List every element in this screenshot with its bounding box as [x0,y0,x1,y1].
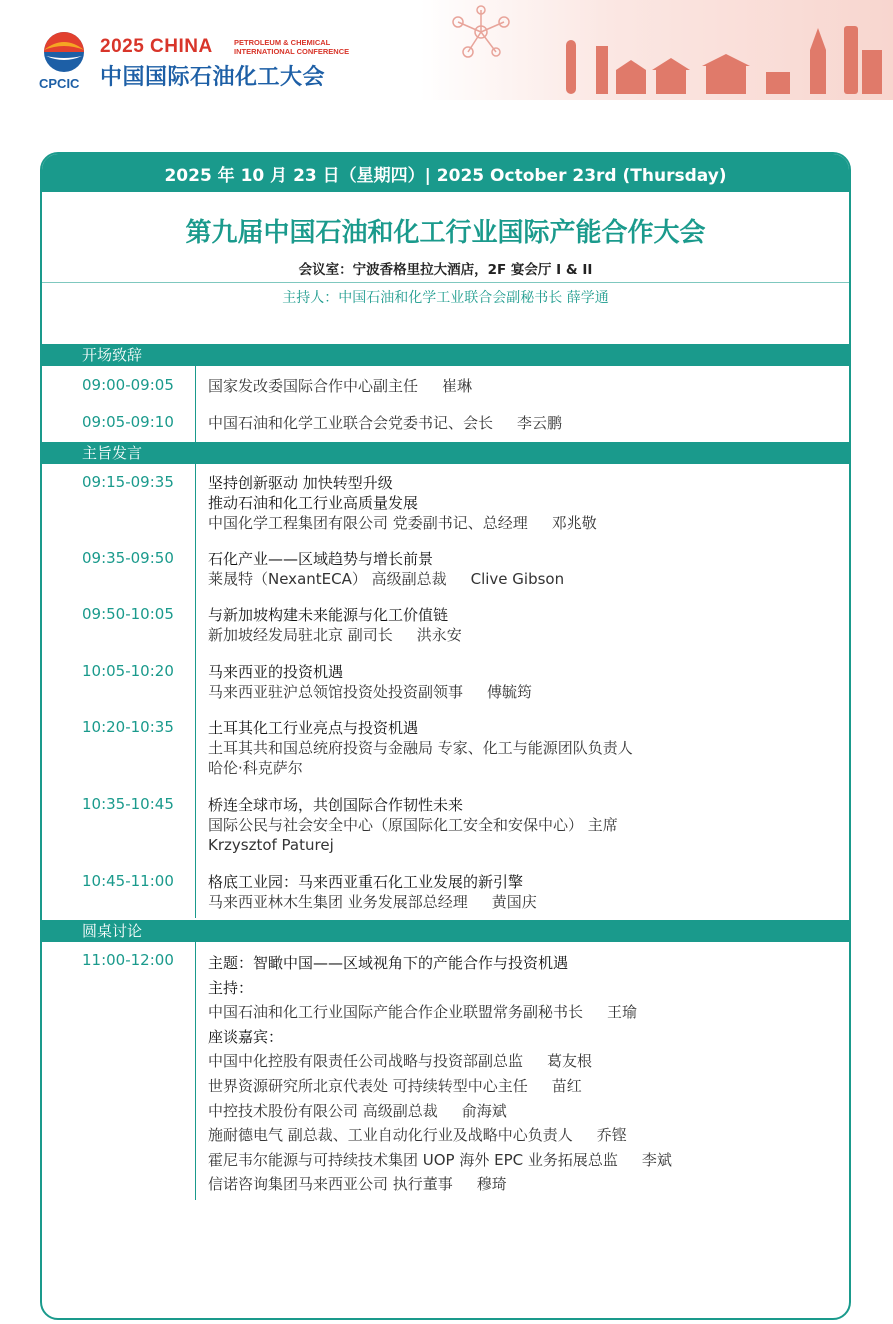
speaker-name: Clive Gibson [470,570,565,588]
speaker-name: 傅毓筠 [487,683,533,701]
guest-name: 穆琦 [476,1175,507,1194]
speaker-title: 国家发改委国际合作中心副主任 [208,377,419,395]
moderator-title: 中国石油和化工行业国际产能合作企业联盟常务副秘书长 [208,1003,584,1022]
speaker-title: 莱晟特（NexantECA） 高级副总裁 [208,570,447,588]
speaker-title: 马来西亚林木生集团 业务发展部总经理 [208,893,468,911]
session-content [208,413,562,433]
session-time: 09:05-09:10 [82,413,174,431]
guest-item [208,1049,672,1074]
speaker-name: 洪永安 [416,626,462,644]
city-skyline-icon [556,20,886,94]
speaker-name: 黄国庆 [491,893,537,911]
session-time: 10:20-10:35 [82,718,174,736]
guest-item [208,1148,672,1173]
speaker-title: 土耳其共和国总统府投资与金融局 专家、化工与能源团队负责人 [208,739,633,757]
conference-title: 第九届中国石油和化工行业国际产能合作大会 [185,218,706,248]
column-divider [195,464,196,918]
session-content [208,549,564,589]
roundtable-topic: 主题：智瞰中国——区域视角下的产能合作与投资机遇 [208,954,569,972]
moderator-name: 王瑜 [607,1003,638,1022]
speaker-title: 中国石油和化学工业联合会党委书记、会长 [208,414,494,432]
session-time: 09:15-09:35 [82,473,174,491]
guest-item [208,1074,672,1099]
guest-name: 乔铿 [596,1126,627,1145]
logo-abbreviation: CPCIC [39,76,80,91]
speaker-title: 中国化学工程集团有限公司 党委副书记、总经理 [208,514,528,532]
session-title: 格底工业园：马来西亚重石化工业发展的新引擎 [208,873,524,891]
session-title: 坚持创新驱动 加快转型升级 [208,474,393,492]
session-time: 09:00-09:05 [82,376,174,394]
session-content [208,473,597,533]
guests-label: 座谈嘉宾： [208,1027,284,1046]
schedule-card [40,152,851,1320]
page-header [0,0,893,100]
host: 主持人：中国石油和化学工业联合会副秘书长 薛学通 [282,290,609,306]
guest-item [208,1123,672,1148]
column-divider [195,366,196,442]
guest-title: 中控技术股份有限公司 高级副总裁 [208,1101,438,1120]
session-content [208,951,672,1197]
guest-name: 俞海斌 [461,1101,507,1120]
logo-subtitle-line1: PETROLEUM & CHEMICAL [234,38,331,47]
guest-title: 施耐德电气 副总裁、工业自动化行业及战略中心负责人 [208,1126,573,1145]
speaker-name: Krzysztof Paturej [208,836,334,854]
venue: 会议室：宁波香格里拉大酒店，2F 宴会厅 I & II [298,262,593,278]
session-content [208,376,472,396]
guest-item [208,1099,672,1124]
section-roundtable [42,920,849,942]
session-title: 石化产业——区域趋势与增长前景 [208,550,434,568]
guest-name: 苗红 [551,1076,582,1095]
guest-title: 霍尼韦尔能源与可持续技术集团 UOP 海外 EPC 业务拓展总监 [208,1150,618,1169]
session-content [208,872,537,912]
speaker-title: 国际公民与社会安全中心（原国际化工安全和安保中心） 主席 [208,816,618,834]
speaker-name: 邓兆敬 [551,514,597,532]
logo-subtitle [234,38,354,56]
session-time: 11:00-12:00 [82,951,174,969]
guest-title: 世界资源研究所北京代表处 可持续转型中心主任 [208,1076,528,1095]
logo-year: 2025 CHINA [100,36,213,57]
session-time: 09:35-09:50 [82,549,174,567]
session-title: 与新加坡构建未来能源与化工价值链 [208,606,449,624]
session-content [208,662,532,702]
column-divider [195,942,196,1200]
molecule-icon [446,4,516,60]
logo-chinese-name: 中国国际石油化工大会 [100,65,326,90]
session-time: 09:50-10:05 [82,605,174,623]
guest-name: 李斌 [641,1150,672,1169]
moderator-label: 主持： [208,978,254,997]
guest-item [208,1172,672,1197]
session-time: 10:45-11:00 [82,872,174,890]
date-bar: 2025 年 10 月 23 日（星期四）| 2025 October 23rd (Thursday) [42,154,849,192]
guest-title: 信诺咨询集团马来西亚公司 执行董事 [208,1175,453,1194]
session-title: 桥连全球市场，共创国际合作韧性未来 [208,796,464,814]
session-title-line2: 推动石油和化工行业高质量发展 [208,494,419,512]
speaker-title: 新加坡经发局驻北京 副司长 [208,626,393,644]
session-title: 马来西亚的投资机遇 [208,663,344,681]
session-time: 10:05-10:20 [82,662,174,680]
speaker-name: 哈伦·科克萨尔 [208,759,303,777]
section-keynote-label: 主旨发言 [82,444,143,462]
session-content [208,718,633,778]
speaker-name: 李云鹏 [517,414,563,432]
section-keynote [42,442,849,464]
section-opening-label: 开场致辞 [82,346,143,364]
section-roundtable-label: 圆桌讨论 [82,922,143,940]
guest-title: 中国中化控股有限责任公司战略与投资部副总监 [208,1052,524,1071]
divider [42,282,849,283]
session-content [208,795,618,855]
logo-subtitle-line2: INTERNATIONAL CONFERENCE [234,47,350,56]
guest-name: 葛友根 [547,1052,593,1071]
speaker-name: 崔琳 [442,377,473,395]
session-content [208,605,462,645]
session-time: 10:35-10:45 [82,795,174,813]
session-title: 土耳其化工行业亮点与投资机遇 [208,719,419,737]
speaker-title: 马来西亚驻沪总领馆投资处投资副领事 [208,683,464,701]
section-opening [42,344,849,366]
